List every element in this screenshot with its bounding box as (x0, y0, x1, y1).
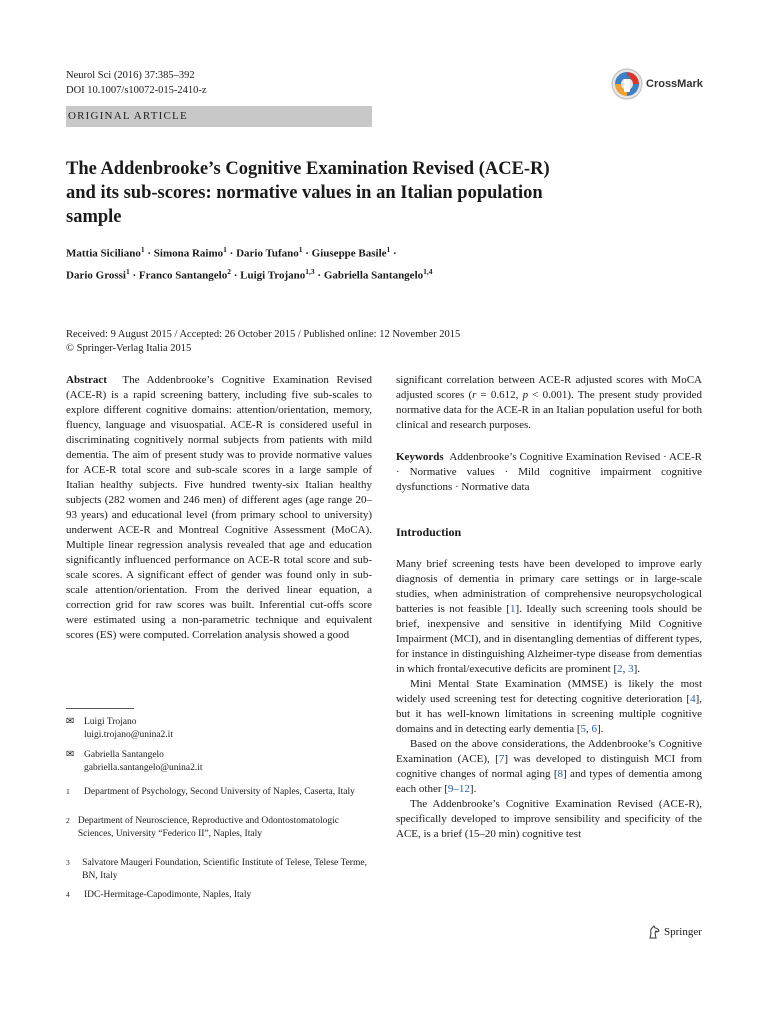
abstract-text (66, 373, 372, 643)
citation-link[interactable]: 3 (628, 663, 634, 675)
right-column (396, 373, 702, 842)
affiliation-2 (66, 815, 372, 840)
affil-text: Salvatore Maugeri Foundation, Scientific Institute of Telese, Telese Terme, BN, Italy (82, 858, 367, 881)
keywords-list: Addenbrooke’s Cognitive Examination Revised · ACE-R · Normative values · Mild cognitive impairment cognitive dysfunctions · Normative data (396, 451, 702, 493)
doi[interactable]: DOI 10.1007/s10072-015-2410-z (66, 85, 207, 96)
publication-dates (66, 328, 706, 355)
author-sep: · (390, 247, 397, 260)
envelope-icon: ✉ (66, 749, 75, 760)
publisher-name: Springer (664, 926, 702, 938)
crossmark-badge[interactable] (610, 67, 703, 101)
citation-link[interactable]: 5 (580, 723, 586, 735)
footnote-rule (66, 708, 134, 709)
copyright: © Springer-Verlag Italia 2015 (66, 342, 192, 354)
author[interactable]: Gabriella Santangelo (323, 269, 424, 282)
affiliation-1 (66, 786, 372, 799)
author-affil: 2 (227, 266, 231, 276)
intro-paragraph-3: Based on the above considerations, the Addenbrooke’s Cognitive Examination (ACE), [7] was developed to distinguish MCI from cognitive changes of normal aging [8] and types of dementia among each other [9–12]. (396, 738, 702, 795)
crossmark-icon (610, 67, 644, 101)
affiliation-4 (66, 889, 372, 902)
author-sep: · (302, 247, 312, 260)
author-affil: 1 (126, 266, 130, 276)
affil-text: Department of Psychology, Second University of Naples, Caserta, Italy (84, 787, 355, 797)
author-affil: 1,3 (305, 266, 315, 276)
citation-link[interactable]: 7 (498, 753, 505, 765)
intro-paragraph-1: Many brief screening tests have been developed to improve early diagnosis of dementia in primary care settings or in large-scale studies, when administration of comprehensive neuropsychological batteries is not feasible [1]. Ideally such screening tools should be brief, inexpensive and sensitive in identifying Mild Cognitive Impairment (MCI), and in disentangling dementias of different types, for instance in distinguishing Alzheimer-type disease from dementias in which frontal/executive deficits are prominent [2, 3]. (396, 558, 702, 675)
affil-number: 4 (66, 890, 70, 899)
author-list (66, 241, 706, 284)
corr-email[interactable]: gabriella.santangelo@unina2.it (84, 762, 203, 773)
author-affil: 1,4 (423, 266, 433, 276)
author[interactable]: Luigi Trojano (240, 269, 306, 282)
abstract-label: Abstract (66, 374, 107, 386)
citation-link[interactable]: 1 (509, 603, 516, 615)
crossmark-label: CrossMark (646, 78, 703, 90)
springer-footer (648, 925, 702, 939)
title-line-1: The Addenbrooke’s Cognitive Examination Revised (ACE-R) (66, 159, 550, 179)
dates-line: Received: 9 August 2015 / Accepted: 26 October 2015 / Published online: 12 November 2015 (66, 329, 461, 340)
article-type-banner: ORIGINAL ARTICLE (66, 106, 372, 127)
intro-paragraph-4: The Addenbrooke’s Cognitive Examination Revised (ACE-R), specifically developed to improve sensibility and specificity of the ACE, is a brief (15–20 min) cognitive test (396, 798, 702, 840)
author-affil: 1 (223, 245, 227, 254)
affil-text: Department of Neuroscience, Reproductive and Odontostomatologic Sciences, University “Federico II”, Naples, Italy (77, 816, 339, 839)
correspondence-2 (66, 749, 372, 774)
keywords (396, 450, 702, 495)
author[interactable]: Giuseppe Basile (311, 247, 387, 260)
citation-link[interactable]: 6 (591, 723, 597, 735)
paper-title (66, 157, 706, 229)
springer-horse-icon (648, 925, 661, 939)
author-sep: · (144, 247, 154, 260)
author-sep: · (314, 269, 324, 282)
author-affil: 1 (386, 245, 391, 254)
author[interactable]: Dario Tufano (236, 247, 299, 260)
citation-link[interactable]: 9–12 (447, 783, 470, 795)
author-sep: · (230, 269, 241, 282)
affil-number: 3 (66, 858, 70, 867)
author[interactable]: Franco Santangelo (138, 269, 228, 282)
author-affil: 1 (298, 245, 303, 254)
author[interactable]: Simona Raimo (153, 247, 224, 260)
author[interactable]: Dario Grossi (66, 269, 126, 282)
keywords-label: Keywords (396, 451, 444, 463)
author-sep: · (129, 269, 139, 282)
journal-info (66, 68, 207, 98)
corr-name: Gabriella Santangelo (84, 750, 164, 760)
title-line-3: sample (66, 207, 122, 227)
affiliation-3 (66, 857, 372, 882)
abstract-body: The Addenbrooke’s Cognitive Examination Revised (ACE-R) is a rapid screening battery, including five sub-scales to explore different cognitive domains: attention/orientation, memory, fluency, language and visuospatial. ACE-R is considered useful in discriminating cognitively normal subjects from patients with mild dementia. The aim of present study was to provide normative values for ACE-R total score and sub-scale scores in a large sample of Italian healthy subjects. Five hundred twenty-six Italian healthy subjects (282 women and 246 men) of different ages (age range 20–93 years) and educational level (from primary school to university) underwent ACE-R and Montreal Cognitive Assessment (MoCA). Multiple linear regression analysis revealed that age and education significantly influenced performance on ACE-R total score and sub-scale scores. A significant effect of gender was found only in sub-scale attention/orientation. From the derived linear equation, a correction grid for raw scores was built. Inferential cut-offs score were estimated using a non-parametric technique and equivalent scores (ES) were computed. Correlation analysis showed a good (66, 374, 372, 641)
intro-paragraph-2: Mini Mental State Examination (MMSE) is likely the most widely used screening test for detecting cognitive deterioration [4], but it has well-known limitations in screening multiple cognitive domains and in detecting early dementia [5, 6]. (396, 678, 702, 735)
citation-link[interactable]: 8 (557, 768, 564, 780)
affil-number: 1 (66, 787, 70, 796)
corr-email[interactable]: luigi.trojano@unina2.it (84, 729, 173, 740)
citation-link[interactable]: 4 (690, 693, 696, 705)
introduction-heading: Introduction (396, 525, 462, 539)
author-sep: · (226, 247, 237, 260)
citation-link[interactable]: 2 (617, 663, 623, 675)
abstract-continued: significant correlation between ACE-R adjusted scores with MoCA adjusted scores (r = 0.612, p < 0.001). The present study provided normative data for the ACE-R in an Italian population useful for both clinical and research purposes. (396, 374, 702, 431)
affil-number: 2 (66, 816, 70, 825)
correspondence-1 (66, 716, 372, 741)
title-line-2: and its sub-scores: normative values in an Italian population (66, 183, 543, 203)
corr-name: Luigi Trojano (84, 717, 137, 727)
abstract (66, 373, 372, 643)
affil-text: IDC-Hermitage-Capodimonte, Naples, Italy (84, 890, 252, 900)
author-affil: 1 (140, 245, 145, 254)
envelope-icon: ✉ (66, 716, 75, 727)
author[interactable]: Mattia Siciliano (66, 247, 141, 260)
journal-citation: Neurol Sci (2016) 37:385–392 (66, 70, 195, 81)
